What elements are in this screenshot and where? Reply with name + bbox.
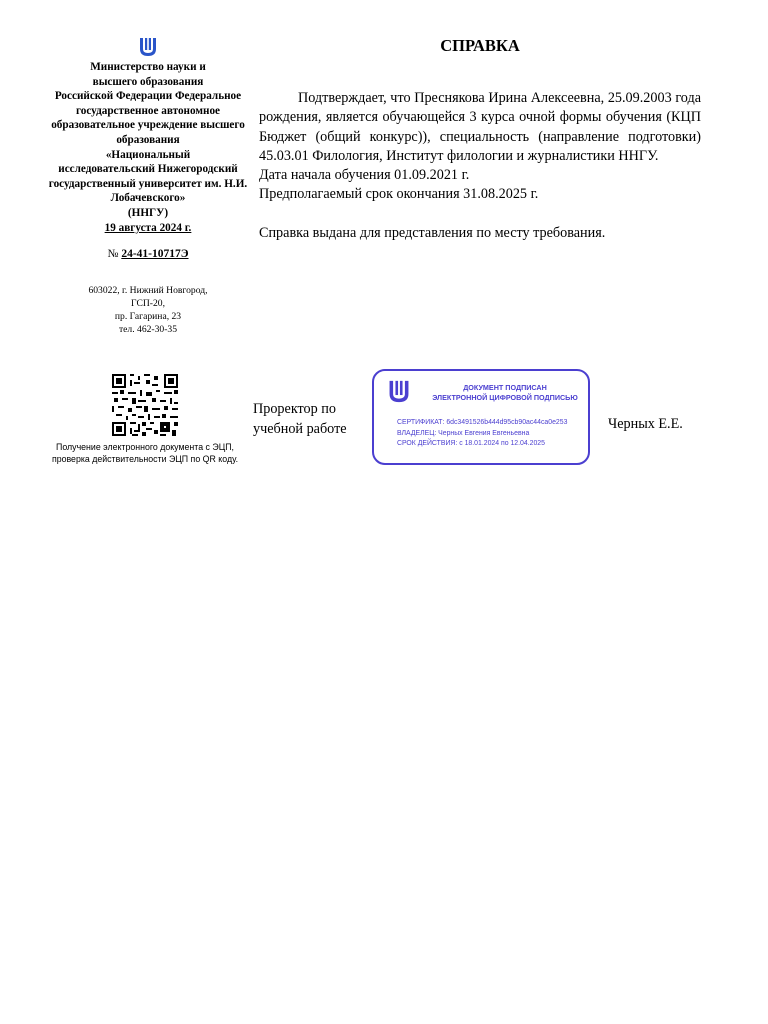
document-title: СПРАВКА [440, 36, 520, 55]
body-paragraph: Подтверждает, что Преснякова Ирина Алексеевна, 25.09.2003 года рождения, является обучающейся 3 курса очной формы обучения (КЦП Бюджет (общий конкурс)), специальность (направление подготовки) 45.03.01 Филология, Институт филологии и журналистики ННГУ. [259, 90, 701, 164]
document-number [40, 247, 256, 261]
signer-name: Черных Е.Е. [608, 416, 683, 432]
digital-signature-stamp [372, 369, 590, 465]
organization-header [40, 36, 256, 337]
org-line: высшего образования [92, 75, 204, 88]
org-line: «Национальный [105, 148, 191, 161]
org-line: образования [116, 133, 180, 146]
number-value: 24-41-10717Э [121, 248, 189, 261]
stamp-validity: СРОК ДЕЙСТВИЯ: с 18.01.2024 по 12.04.2025 [397, 440, 545, 447]
number-prefix: № [107, 248, 119, 261]
org-line: Министерство науки и [90, 61, 206, 73]
address-line: тел. 462-30-35 [118, 323, 177, 335]
address-line: ГСП-20, [131, 298, 165, 310]
stamp-title-line: ДОКУМЕНТ ПОДПИСАН [463, 383, 547, 392]
nngu-logo-icon [386, 378, 412, 405]
org-line: (ННГУ) [127, 206, 169, 219]
org-line: государственное автономное [75, 104, 221, 117]
end-date: Предполагаемый срок окончания 31.08.2025 г. [259, 186, 539, 203]
org-line: государственный университет им. Н.И. [48, 177, 248, 190]
qr-caption-line: Получение электронного документа с ЭЦП, [56, 442, 234, 452]
stamp-certificate: СЕРТИФИКАТ: 6dc3491526b444d95cb90ac44ca0e253 [397, 419, 568, 426]
org-line: Российской Федерации Федеральное [54, 90, 242, 103]
issue-date: 19 августа 2024 г. [104, 221, 192, 234]
nngu-logo-icon [137, 36, 159, 58]
qr-caption-line: проверка действительности ЭЦП по QR коду. [51, 453, 239, 464]
position-line: учебной работе [253, 421, 347, 437]
purpose: Справка выдана для представления по месту требования. [259, 224, 606, 241]
organization-name [40, 60, 256, 221]
position-line: Проректор по [253, 401, 336, 417]
qr-code-icon [112, 374, 178, 436]
org-line: образовательное учреждение высшего [51, 119, 245, 132]
start-date: Дата начала обучения 01.09.2021 г. [259, 167, 470, 184]
address [40, 285, 256, 337]
stamp-owner: ВЛАДЕЛЕЦ: Черных Евгения Евгеньевна [397, 430, 530, 437]
address-line: пр. Гагарина, 23 [114, 310, 182, 322]
org-line: исследовательский Нижегородский [58, 163, 238, 176]
stamp-heading [426, 383, 584, 402]
signatory-position [253, 399, 347, 439]
document-body [259, 89, 701, 243]
stamp-title-line: ЭЛЕКТРОННОЙ ЦИФРОВОЙ ПОДПИСЬЮ [432, 392, 578, 402]
qr-caption [40, 442, 250, 465]
address-line: 603022, г. Нижний Новгород, [88, 285, 208, 297]
org-line: Лобачевского» [110, 192, 186, 205]
